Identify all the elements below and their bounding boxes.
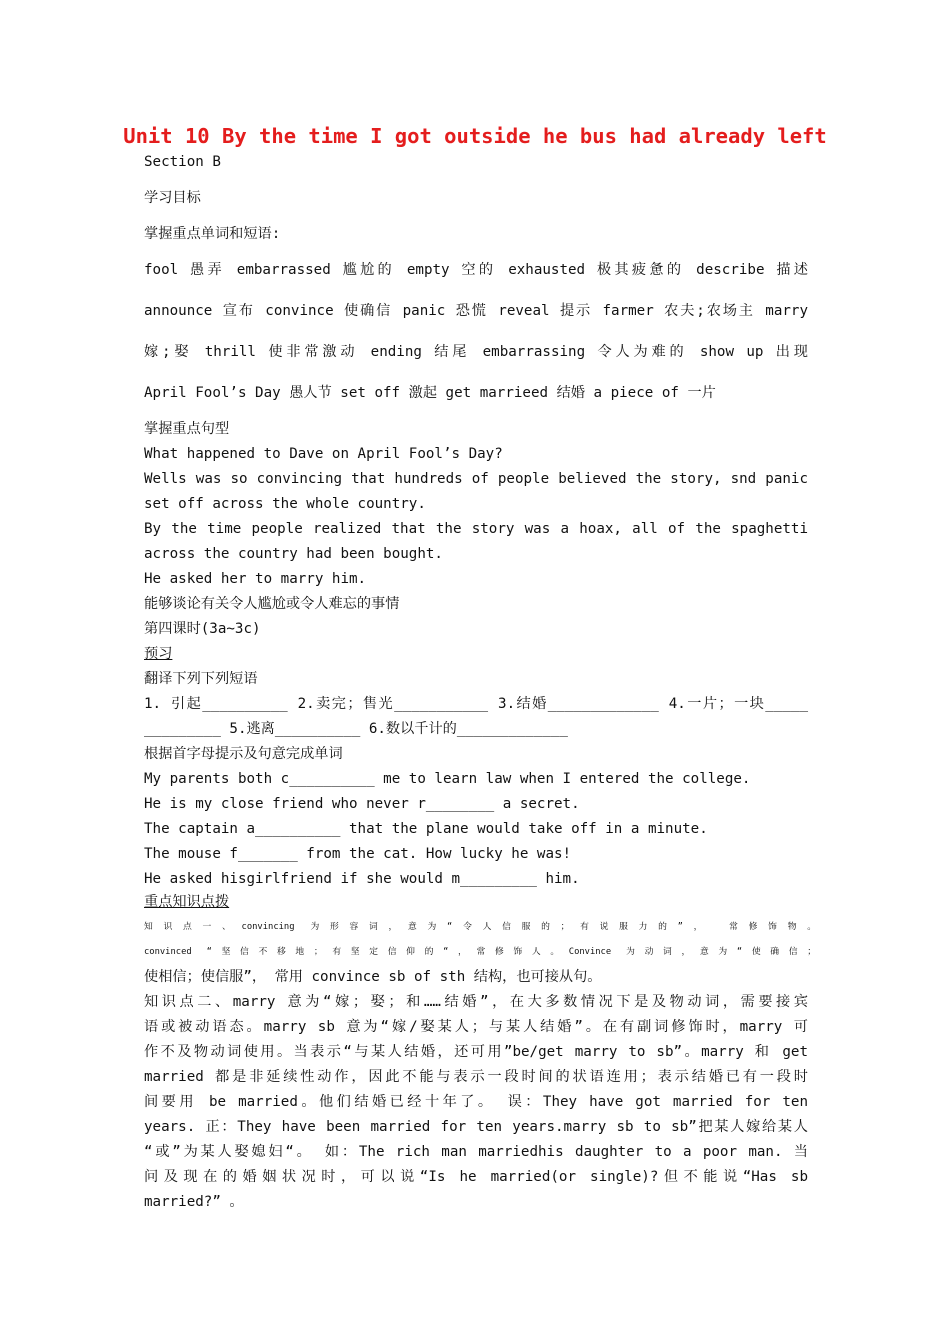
sentence-line: He asked her to marry him. <box>144 571 367 587</box>
sentence-line: What happened to Dave on April Fool’s Day? <box>144 446 503 462</box>
sentences-heading: 掌握重点句型 <box>144 421 230 437</box>
fill-line: My parents both c__________ me to learn law when I entered the college. <box>144 771 751 787</box>
vocab-line: announce 宣布 convince 使确信 panic 恐慌 reveal 提示 farmer 农夫;农场主 marry <box>144 303 808 319</box>
fill-line: The captain a__________ that the plane would take off in a minute. <box>144 821 708 837</box>
vocab-heading: 掌握重点单词和短语: <box>144 226 281 242</box>
goals-heading: 学习目标 <box>144 190 201 206</box>
knowledge-line: 知识点一、convincing 为形容词，意为“令人信服的；有说服力的”， 常修饰物。 <box>144 922 816 932</box>
translate-line: _________ 5.逃离__________ 6.数以千计的_____________ <box>144 721 568 737</box>
knowledge-line: married 都是非延续性动作，因此不能与表示一段时间的状语连用；表示结婚已有一段时 <box>144 1069 808 1085</box>
knowledge-line: 使相信；使信服”， 常用 convince sb of sth 结构，也可接从句。 <box>144 969 602 985</box>
fill-heading: 根据首字母提示及句意完成单词 <box>144 746 343 762</box>
fill-line: The mouse f_______ from the cat. How lucky he was! <box>144 846 572 862</box>
translate-heading: 翻译下列下列短语 <box>144 671 258 687</box>
fill-line: He is my close friend who never r________ a secret. <box>144 796 580 812</box>
sentence-line: 能够谈论有关令人尴尬或令人难忘的事情 <box>144 596 400 612</box>
translate-line: 1. 引起__________ 2.卖完；售光___________ 3.结婚_____________ 4.一片；一块_____ <box>144 696 808 712</box>
knowledge-line: 知识点二、marry 意为“嫁；娶；和……结婚”，在大多数情况下是及物动词，需要接宾 <box>144 994 808 1010</box>
vocab-line: fool 愚弄 embarrassed 尴尬的 empty 空的 exhausted 极其疲惫的 describe 描述 <box>144 262 808 278</box>
sentence-line: across the country had been bought. <box>144 546 443 562</box>
knowledge-line: married?” 。 <box>144 1194 244 1210</box>
section-label: Section B <box>144 154 221 170</box>
knowledge-line: convinced “坚信不移地；有坚定信仰的“，常修饰人。Convince 为动词，意为“使确信； <box>144 947 816 957</box>
knowledge-line: years. 正：They have been married for ten years.marry sb to sb”把某人嫁给某人 <box>144 1119 808 1135</box>
knowledge-line: 问及现在的婚姻状况时，可以说“Is he married(or single)?但不能说“Has sb <box>144 1169 808 1185</box>
document-title: Unit 10 By the time I got outside he bus had already left <box>123 124 827 148</box>
knowledge-line: “或”为某人娶媳妇“。 如：The rich man marriedhis daughter to a poor man. 当 <box>144 1144 808 1160</box>
knowledge-line: 语或被动语态。marry sb 意为“嫁/娶某人；与某人结婚”。在有副词修饰时，marry 可 <box>144 1019 808 1035</box>
vocab-line: 嫁;娶 thrill 使非常激动 ending 结尾 embarrassing 令人为难的 show up 出现 <box>144 344 808 360</box>
knowledge-line: 作不及物动词使用。当表示“与某人结婚，还可用”be/get marry to sb”。marry 和 get <box>144 1044 808 1060</box>
key-heading: 重点知识点拨 <box>144 894 230 910</box>
sentence-line: By the time people realized that the story was a hoax, all of the spaghetti <box>144 521 808 537</box>
vocab-line: April Fool’s Day 愚人节 set off 激起 get marrieed 结婚 a piece of 一片 <box>144 385 716 401</box>
sentence-line: set off across the whole country. <box>144 496 426 512</box>
fill-line: He asked hisgirlfriend if she would m_________ him. <box>144 871 580 887</box>
sentence-line: Wells was so convincing that hundreds of people believed the story, snd panic <box>144 471 808 487</box>
preview-heading: 预习 <box>144 646 173 662</box>
lesson-label: 第四课时(3a~3c) <box>144 621 261 637</box>
knowledge-line: 间要用 be married。他们结婚已经十年了。 误：They have got married for ten <box>144 1094 808 1110</box>
